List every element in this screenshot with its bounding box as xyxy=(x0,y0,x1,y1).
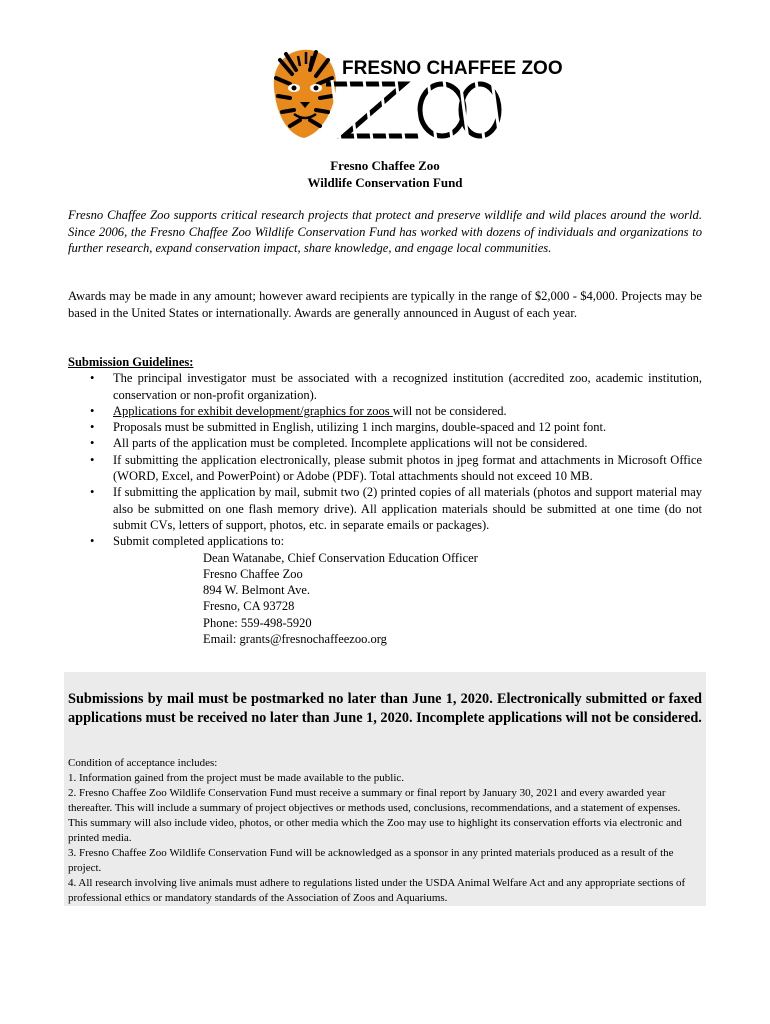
list-item-text: The principal investigator must be associated with a recognized institution (accredited zoo, academic institution, conservation or non-profit organization). xyxy=(113,371,702,402)
list-item xyxy=(68,484,702,533)
bullet-icon: • xyxy=(90,485,95,500)
bullet-icon: • xyxy=(90,436,95,451)
bullet-icon: • xyxy=(90,371,95,386)
condition-item: 4. All research involving live animals must adhere to regulations listed under the USDA Animal Welfare Act and any appropriate sections of professional ethics or mandatory standards of the Association of Zoos and Aquariums. xyxy=(68,877,686,904)
address-city: Fresno, CA 93728 xyxy=(203,599,295,614)
address-email: Email: grants@fresnochaffeezoo.org xyxy=(203,632,387,647)
conditions-of-acceptance xyxy=(68,756,702,906)
address-street: 894 W. Belmont Ave. xyxy=(203,583,311,598)
bullet-icon: • xyxy=(90,534,95,549)
intro-paragraph: Fresno Chaffee Zoo supports critical research projects that protect and preserve wildlife and wild places around the world. Since 2006, the Fresno Chaffee Zoo Wildlife Conservation Fund has worked with dozens of individuals and organizations to further research, expand conservation impact, share knowledge, and engage local communities. xyxy=(68,208,702,255)
fund-title xyxy=(68,157,702,191)
list-item xyxy=(68,533,702,647)
condition-item: 3. Fresno Chaffee Zoo Wildlife Conservation Fund will be acknowledged as a sponsor in any printed materials produced as a result of the project. xyxy=(68,847,674,874)
bullet-icon: • xyxy=(90,403,95,418)
submission-guidelines xyxy=(68,354,702,647)
list-item-text: will not be considered. xyxy=(392,403,507,418)
list-item-underlined-text: Applications for exhibit development/graphics for zoos xyxy=(113,403,393,418)
list-item xyxy=(68,370,702,403)
address-name: Dean Watanabe, Chief Conservation Education Officer xyxy=(203,550,478,565)
list-item-text: If submitting the application electronically, please submit photos in jpeg format and attachments in Microsoft Office (WORD, Excel, and PowerPoint) or Adobe (PDF). Total attachments should not exceed 10 MB. xyxy=(113,452,702,484)
list-item xyxy=(68,403,702,419)
tiger-head-icon xyxy=(274,50,336,138)
condition-item: 1. Information gained from the project must be made available to the public. xyxy=(68,772,405,784)
list-item-text: Submit completed applications to: xyxy=(113,534,285,549)
list-item-text: Proposals must be submitted in English, utilizing 1 inch margins, double-spaced and 12 point font. xyxy=(113,420,607,435)
address-org: Fresno Chaffee Zoo xyxy=(203,566,303,581)
title-line-2: Wildlife Conservation Fund xyxy=(307,175,463,190)
list-item-text: All parts of the application must be completed. Incomplete applications will not be considered. xyxy=(113,436,588,451)
bullet-icon: • xyxy=(90,452,95,467)
address-phone: Phone: 559-498-5920 xyxy=(203,615,312,630)
guidelines-heading: Submission Guidelines: xyxy=(68,355,194,369)
bullet-icon: • xyxy=(90,420,95,435)
logo-text: FRESNO CHAFFEE ZOO xyxy=(342,58,563,79)
list-item xyxy=(68,419,702,435)
list-item-text: If submitting the application by mail, submit two (2) printed copies of all materials (photos and support material may also be submitted on one flash memory drive). All application materials should be submitted at one time (do not submit CVs, letters of support, photos, etc. in separate emails or packages). xyxy=(113,485,702,532)
zoo-logo xyxy=(270,48,563,140)
list-item xyxy=(68,452,702,485)
conditions-heading: Condition of acceptance includes: xyxy=(68,757,218,769)
title-line-1: Fresno Chaffee Zoo xyxy=(330,158,440,173)
list-item xyxy=(68,435,702,451)
awards-paragraph: Awards may be made in any amount; however award recipients are typically in the range of $2,000 - $4,000. Projects may be based in the United States or internationally. Awards are generally announced in August of each year. xyxy=(68,289,702,320)
deadline-notice: Submissions by mail must be postmarked no later than June 1, 2020. Electronically submitted or faxed applications must be received no later than June 1, 2020. Incomplete applications will not be considered. xyxy=(68,691,702,726)
condition-item: 2. Fresno Chaffee Zoo Wildlife Conservation Fund must receive a summary or final report by January 30, 2021 and every awarded year thereafter. This will include a summary of project objectives or methods used, conclusions, recommendations, and a statement of expenses. This summary will also include video, photos, or other media which the Zoo may use to highlight its conservation efforts via electronic and printed media. xyxy=(68,787,682,844)
guidelines-list xyxy=(68,370,702,647)
mailing-address xyxy=(113,550,702,648)
